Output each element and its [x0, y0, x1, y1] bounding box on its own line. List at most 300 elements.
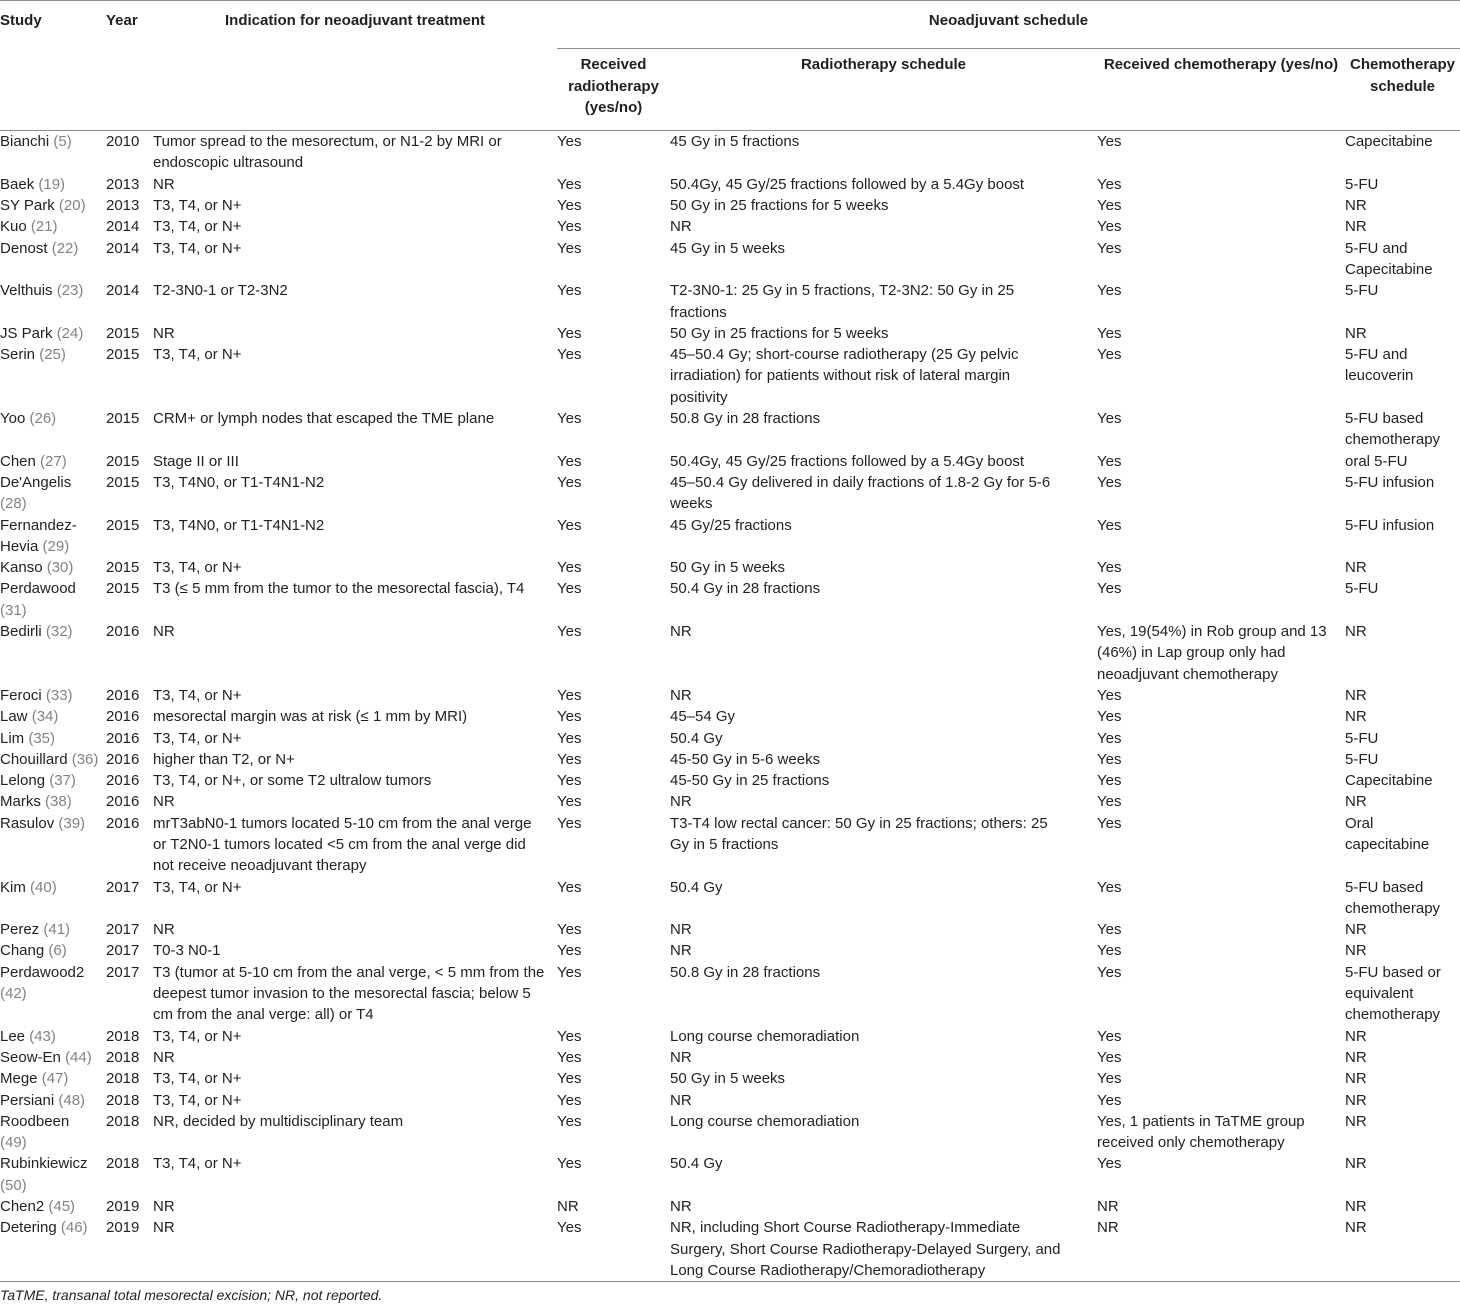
- cell-study: [0, 706, 106, 727]
- cell-chemotherapy-schedule: 5-FU: [1345, 282, 1379, 300]
- study-name: Marks: [0, 793, 41, 811]
- cell-study: [0, 877, 106, 920]
- cell-year: 2016: [106, 814, 140, 832]
- cell-radiotherapy-schedule: T3-T4 low rectal cancer: 50 Gy in 25 fractions; others: 25 Gy in 5 fractions: [670, 814, 1048, 853]
- reference-link[interactable]: (46): [60, 1219, 88, 1237]
- cell-received-radiotherapy: Yes: [557, 750, 582, 768]
- cell-indication: NR: [153, 793, 175, 811]
- cell-radiotherapy-schedule: NR: [670, 1091, 692, 1109]
- reference-link[interactable]: (22): [51, 239, 79, 257]
- cell-indication: NR: [153, 324, 175, 342]
- cell-received-radiotherapy: Yes: [557, 708, 582, 726]
- cell-received-chemotherapy: Yes: [1097, 452, 1122, 470]
- cell-study: [0, 131, 106, 174]
- table-row: [0, 1068, 1460, 1089]
- cell-study: [0, 472, 106, 515]
- cell-radiotherapy-schedule: NR, including Short Course Radiotherapy-Immediate Surgery, Short Course Radiotherapy-Delayed Surgery, and Long Course Radiotherapy/Chemoradiotherapy: [670, 1219, 1061, 1279]
- cell-indication: T3, T4, or N+: [153, 197, 242, 215]
- cell-received-chemotherapy: Yes: [1097, 218, 1122, 236]
- cell-year: 2018: [106, 1070, 140, 1088]
- cell-radiotherapy-schedule: 45–50.4 Gy delivered in daily fractions of 1.8-2 Gy for 5-6 weeks: [670, 473, 1051, 513]
- cell-radiotherapy-schedule: 45 Gy in 5 fractions: [670, 133, 800, 151]
- cell-chemotherapy-schedule: 5-FU: [1345, 175, 1379, 193]
- cell-received-radiotherapy: Yes: [557, 1070, 582, 1088]
- cell-radiotherapy-schedule: NR: [670, 1198, 692, 1216]
- study-name: Fernandez-Hevia: [0, 516, 77, 555]
- cell-received-chemotherapy: Yes: [1097, 772, 1122, 790]
- cell-study: [0, 962, 106, 1026]
- cell-received-radiotherapy: Yes: [557, 197, 582, 215]
- cell-received-chemotherapy: Yes: [1097, 473, 1122, 491]
- table-row: [0, 813, 1460, 877]
- cell-indication: NR, decided by multidisciplinary team: [153, 1112, 404, 1130]
- cell-indication: T3 (tumor at 5-10 cm from the anal verge, < 5 mm from the deepest tumor invasion to the mesorectal fascia; below 5 cm from the anal verge: all) or T4: [153, 963, 545, 1024]
- header-year: Year: [106, 12, 138, 29]
- cell-year: 2013: [106, 175, 140, 193]
- reference-link[interactable]: (45): [48, 1198, 76, 1216]
- cell-radiotherapy-schedule: T2-3N0-1: 25 Gy in 5 fractions, T2-3N2: 50 Gy in 25 fractions: [670, 282, 1015, 321]
- cell-received-radiotherapy: Yes: [557, 346, 582, 364]
- study-name: Lelong: [0, 772, 46, 790]
- cell-received-chemotherapy: Yes: [1097, 1070, 1122, 1088]
- cell-received-chemotherapy: Yes: [1097, 793, 1122, 811]
- cell-indication: T3, T4, or N+: [153, 346, 242, 364]
- study-name: Chang: [0, 942, 45, 960]
- cell-study: [0, 791, 106, 812]
- cell-indication: T3, T4, or N+: [153, 559, 242, 577]
- cell-received-chemotherapy: Yes: [1097, 516, 1122, 534]
- cell-study: [0, 195, 106, 216]
- cell-year: 2015: [106, 580, 140, 598]
- cell-received-chemotherapy: NR: [1097, 1198, 1119, 1216]
- cell-year: 2018: [106, 1155, 140, 1173]
- cell-chemotherapy-schedule: NR: [1345, 1048, 1367, 1066]
- cell-year: 2015: [106, 473, 140, 491]
- table-body: [0, 131, 1460, 1282]
- reference-link[interactable]: (35): [28, 729, 56, 747]
- cell-radiotherapy-schedule: 50.4 Gy: [670, 1155, 723, 1173]
- study-name: Yoo: [0, 410, 26, 428]
- cell-received-radiotherapy: Yes: [557, 772, 582, 790]
- cell-chemotherapy-schedule: NR: [1345, 708, 1367, 726]
- reference-link[interactable]: (50): [0, 1176, 27, 1194]
- cell-chemotherapy-schedule: NR: [1345, 197, 1367, 215]
- cell-received-radiotherapy: Yes: [557, 559, 582, 577]
- cell-indication: T3, T4, or N+: [153, 1070, 242, 1088]
- cell-chemotherapy-schedule: NR: [1345, 623, 1367, 641]
- cell-chemotherapy-schedule: 5-FU based or equivalent chemotherapy: [1345, 963, 1441, 1024]
- cell-radiotherapy-schedule: 50.8 Gy in 28 fractions: [670, 410, 821, 428]
- cell-received-radiotherapy: Yes: [557, 814, 582, 832]
- cell-received-chemotherapy: Yes: [1097, 1027, 1122, 1045]
- study-name: Chen: [0, 452, 36, 470]
- study-name: Persiani: [0, 1091, 55, 1109]
- cell-indication: T3, T4, or N+, or some T2 ultralow tumors: [153, 772, 432, 790]
- table-row: [0, 578, 1460, 621]
- cell-received-chemotherapy: Yes: [1097, 1048, 1122, 1066]
- reference-link[interactable]: (47): [41, 1070, 69, 1088]
- cell-chemotherapy-schedule: 5-FU and leucoverin: [1345, 346, 1414, 385]
- cell-study: [0, 323, 106, 344]
- header-study: Study: [0, 12, 42, 29]
- reference-link[interactable]: (21): [30, 218, 58, 236]
- cell-year: 2017: [106, 942, 140, 960]
- study-name: Kim: [0, 878, 26, 896]
- cell-indication: T3, T4, or N+: [153, 239, 242, 257]
- cell-study: [0, 408, 106, 451]
- cell-radiotherapy-schedule: NR: [670, 686, 692, 704]
- reference-link[interactable]: (27): [40, 452, 67, 470]
- cell-study: [0, 1047, 106, 1068]
- cell-chemotherapy-schedule: 5-FU: [1345, 750, 1379, 768]
- cell-year: 2015: [106, 452, 140, 470]
- cell-study: [0, 1217, 106, 1281]
- study-name: Feroci: [0, 686, 42, 704]
- cell-study: [0, 621, 106, 685]
- cell-received-chemotherapy: Yes: [1097, 559, 1122, 577]
- cell-radiotherapy-schedule: 50 Gy in 5 weeks: [670, 1070, 786, 1088]
- study-name: Bedirli: [0, 623, 42, 641]
- cell-study: [0, 1068, 106, 1089]
- cell-indication: T3, T4N0, or T1-T4N1-N2: [153, 516, 325, 534]
- cell-radiotherapy-schedule: NR: [670, 942, 692, 960]
- cell-chemotherapy-schedule: NR: [1345, 1219, 1367, 1237]
- cell-indication: T3, T4N0, or T1-T4N1-N2: [153, 473, 325, 491]
- reference-link[interactable]: (39): [58, 814, 86, 832]
- table-row: [0, 1047, 1460, 1068]
- cell-received-radiotherapy: Yes: [557, 1219, 582, 1237]
- cell-received-chemotherapy: Yes: [1097, 324, 1122, 342]
- table-row: [0, 685, 1460, 706]
- cell-received-chemotherapy: Yes: [1097, 346, 1122, 364]
- header-received-chemotherapy: Received chemotherapy (yes/no): [1103, 56, 1339, 74]
- cell-radiotherapy-schedule: Long course chemoradiation: [670, 1027, 860, 1045]
- cell-received-chemotherapy: Yes: [1097, 729, 1122, 747]
- table-row: [0, 728, 1460, 749]
- reference-link[interactable]: (44): [65, 1048, 92, 1066]
- study-name: Lim: [0, 729, 25, 747]
- cell-indication: T3 (≤ 5 mm from the tumor to the mesorectal fascia), T4: [153, 580, 525, 598]
- cell-indication: NR: [153, 1048, 175, 1066]
- cell-received-chemotherapy: Yes: [1097, 708, 1122, 726]
- study-name: JS Park: [0, 324, 53, 342]
- cell-indication: T3, T4, or N+: [153, 878, 242, 896]
- cell-received-chemotherapy: Yes: [1097, 580, 1122, 598]
- cell-received-radiotherapy: Yes: [557, 516, 582, 534]
- cell-received-chemotherapy: Yes: [1097, 1091, 1122, 1109]
- reference-link[interactable]: (24): [56, 324, 84, 342]
- table-row: [0, 919, 1460, 940]
- reference-link[interactable]: (42): [0, 985, 27, 1003]
- cell-received-radiotherapy: Yes: [557, 473, 582, 491]
- cell-radiotherapy-schedule: 50.8 Gy in 28 fractions: [670, 963, 821, 981]
- cell-received-radiotherapy: Yes: [557, 686, 582, 704]
- reference-link[interactable]: (43): [29, 1027, 56, 1045]
- cell-chemotherapy-schedule: NR: [1345, 218, 1367, 236]
- cell-study: [0, 1196, 106, 1217]
- cell-radiotherapy-schedule: 50 Gy in 25 fractions for 5 weeks: [670, 324, 889, 342]
- reference-link[interactable]: (48): [58, 1091, 86, 1109]
- cell-year: 2015: [106, 410, 140, 428]
- cell-received-radiotherapy: Yes: [557, 452, 582, 470]
- cell-received-radiotherapy: Yes: [557, 410, 582, 428]
- cell-year: 2014: [106, 218, 140, 236]
- study-name: SY Park: [0, 197, 55, 215]
- reference-link[interactable]: (30): [46, 559, 74, 577]
- reference-link[interactable]: (49): [0, 1134, 27, 1152]
- table-row: [0, 280, 1460, 323]
- reference-link[interactable]: (32): [45, 623, 73, 641]
- cell-indication: CRM+ or lymph nodes that escaped the TME plane: [153, 410, 495, 428]
- cell-chemotherapy-schedule: 5-FU: [1345, 580, 1379, 598]
- study-name: Serin: [0, 346, 36, 364]
- cell-chemotherapy-schedule: Capecitabine: [1345, 133, 1433, 151]
- reference-link[interactable]: (37): [49, 772, 76, 790]
- footnote: TaTME, transanal total mesorectal excision; NR, not reported.: [0, 1287, 383, 1304]
- study-name: Chouillard: [0, 750, 68, 768]
- cell-year: 2015: [106, 324, 140, 342]
- cell-indication: T3, T4, or N+: [153, 1155, 242, 1173]
- cell-year: 2015: [106, 346, 140, 364]
- table-row: [0, 770, 1460, 791]
- cell-year: 2016: [106, 686, 140, 704]
- study-name: Baek: [0, 175, 35, 193]
- reference-link[interactable]: (26): [29, 410, 57, 428]
- cell-chemotherapy-schedule: NR: [1345, 942, 1367, 960]
- cell-received-chemotherapy: Yes: [1097, 921, 1122, 939]
- table-row: [0, 344, 1460, 408]
- cell-year: 2017: [106, 921, 140, 939]
- table-row: [0, 451, 1460, 472]
- cell-received-radiotherapy: Yes: [557, 942, 582, 960]
- header-indication: Indication for neoadjuvant treatment: [224, 12, 486, 29]
- cell-radiotherapy-schedule: NR: [670, 218, 692, 236]
- reference-link[interactable]: (25): [39, 346, 66, 364]
- cell-radiotherapy-schedule: 45 Gy/25 fractions: [670, 516, 792, 534]
- study-name: Rubinkiewicz: [0, 1155, 88, 1173]
- table-row: [0, 749, 1460, 770]
- reference-link[interactable]: (29): [42, 537, 70, 555]
- cell-radiotherapy-schedule: NR: [670, 793, 692, 811]
- cell-chemotherapy-schedule: NR: [1345, 921, 1367, 939]
- footnote-rule: [0, 1281, 1460, 1303]
- cell-received-chemotherapy: Yes: [1097, 197, 1122, 215]
- cell-radiotherapy-schedule: 50.4 Gy: [670, 878, 723, 896]
- cell-year: 2016: [106, 750, 140, 768]
- study-name: Perez: [0, 921, 40, 939]
- cell-received-chemotherapy: Yes: [1097, 963, 1122, 981]
- cell-chemotherapy-schedule: 5-FU and Capecitabine: [1345, 239, 1433, 278]
- cell-radiotherapy-schedule: 45-50 Gy in 5-6 weeks: [670, 750, 821, 768]
- reference-link[interactable]: (28): [0, 495, 27, 513]
- table-row: [0, 216, 1460, 237]
- reference-link[interactable]: (20): [58, 197, 86, 215]
- cell-study: [0, 919, 106, 940]
- cell-received-chemotherapy: Yes: [1097, 133, 1122, 151]
- cell-indication: NR: [153, 921, 175, 939]
- cell-radiotherapy-schedule: 50.4Gy, 45 Gy/25 fractions followed by a 5.4Gy boost: [670, 452, 1025, 470]
- table-row: [0, 408, 1460, 451]
- reference-link[interactable]: (38): [45, 793, 72, 811]
- cell-study: [0, 344, 106, 408]
- cell-chemotherapy-schedule: NR: [1345, 324, 1367, 342]
- cell-received-radiotherapy: Yes: [557, 878, 582, 896]
- cell-radiotherapy-schedule: Long course chemoradiation: [670, 1112, 860, 1130]
- cell-indication: NR: [153, 1219, 175, 1237]
- reference-link[interactable]: (6): [48, 942, 67, 960]
- cell-indication: T3, T4, or N+: [153, 218, 242, 236]
- cell-year: 2018: [106, 1027, 140, 1045]
- cell-received-chemotherapy: Yes: [1097, 750, 1122, 768]
- reference-link[interactable]: (40): [30, 878, 57, 896]
- cell-study: [0, 1111, 106, 1154]
- cell-received-radiotherapy: Yes: [557, 623, 582, 641]
- cell-indication: T0-3 N0-1: [153, 942, 221, 960]
- cell-received-chemotherapy: Yes: [1097, 942, 1122, 960]
- cell-chemotherapy-schedule: oral 5-FU: [1345, 452, 1408, 470]
- cell-received-radiotherapy: Yes: [557, 793, 582, 811]
- study-name: Rasulov: [0, 814, 55, 832]
- table-row: [0, 621, 1460, 685]
- study-name: Bianchi: [0, 133, 50, 151]
- cell-received-chemotherapy: Yes: [1097, 410, 1122, 428]
- cell-received-radiotherapy: Yes: [557, 963, 582, 981]
- reference-link[interactable]: (5): [53, 133, 72, 151]
- table-row: [0, 1111, 1460, 1154]
- cell-chemotherapy-schedule: NR: [1345, 1112, 1367, 1130]
- header-radiotherapy-schedule: Radiotherapy schedule: [800, 56, 967, 74]
- cell-study: [0, 1153, 106, 1196]
- reference-link[interactable]: (41): [43, 921, 71, 939]
- cell-indication: mesorectal margin was at risk (≤ 1 mm by MRI): [153, 708, 468, 726]
- cell-received-chemotherapy: Yes, 19(54%) in Rob group and 13 (46%) in Lap group only had neoadjuvant chemotherapy: [1097, 623, 1327, 683]
- table-row: [0, 1026, 1460, 1047]
- header-received-radiotherapy: Received radiotherapy (yes/no): [568, 56, 659, 116]
- cell-received-radiotherapy: Yes: [557, 580, 582, 598]
- table-row: [0, 174, 1460, 195]
- reference-link[interactable]: (33): [45, 686, 73, 704]
- cell-received-chemotherapy: Yes: [1097, 239, 1122, 257]
- cell-study: [0, 728, 106, 749]
- cell-study: [0, 216, 106, 237]
- header-chemotherapy-schedule: Chemotherapy schedule: [1350, 56, 1456, 95]
- cell-study: [0, 940, 106, 961]
- cell-radiotherapy-schedule: 50.4Gy, 45 Gy/25 fractions followed by a 5.4Gy boost: [670, 175, 1025, 193]
- cell-received-chemotherapy: Yes: [1097, 175, 1122, 193]
- header-row-1: [0, 1, 1460, 49]
- cell-radiotherapy-schedule: 50 Gy in 5 weeks: [670, 559, 786, 577]
- study-name: Perdawood2: [0, 963, 85, 981]
- cell-chemotherapy-schedule: Capecitabine: [1345, 772, 1433, 790]
- cell-radiotherapy-schedule: NR: [670, 623, 692, 641]
- cell-chemotherapy-schedule: NR: [1345, 1091, 1367, 1109]
- cell-received-radiotherapy: Yes: [557, 133, 582, 151]
- cell-received-chemotherapy: Yes: [1097, 814, 1122, 832]
- reference-link[interactable]: (36): [71, 750, 99, 768]
- study-name: Mege: [0, 1070, 38, 1088]
- reference-link[interactable]: (23): [56, 282, 84, 300]
- study-name: Roodbeen: [0, 1112, 70, 1130]
- cell-study: [0, 515, 106, 558]
- cell-indication: higher than T2, or N+: [153, 750, 295, 768]
- cell-radiotherapy-schedule: 50.4 Gy in 28 fractions: [670, 580, 821, 598]
- cell-received-chemotherapy: Yes: [1097, 282, 1122, 300]
- cell-study: [0, 1090, 106, 1111]
- table-row: [0, 1196, 1460, 1217]
- cell-received-radiotherapy: Yes: [557, 1091, 582, 1109]
- table-row: [0, 940, 1460, 961]
- study-name: Detering: [0, 1219, 57, 1237]
- cell-study: [0, 174, 106, 195]
- cell-year: 2017: [106, 963, 140, 981]
- reference-link[interactable]: (31): [0, 601, 27, 619]
- cell-chemotherapy-schedule: NR: [1345, 793, 1367, 811]
- cell-year: 2013: [106, 197, 140, 215]
- cell-chemotherapy-schedule: 5-FU: [1345, 729, 1379, 747]
- study-name: Kuo: [0, 218, 27, 236]
- cell-study: [0, 578, 106, 621]
- cell-study: [0, 1026, 106, 1047]
- cell-year: 2018: [106, 1048, 140, 1066]
- cell-indication: NR: [153, 623, 175, 641]
- cell-year: 2019: [106, 1219, 140, 1237]
- cell-radiotherapy-schedule: 45–50.4 Gy; short-course radiotherapy (25 Gy pelvic irradiation) for patients without risk of lateral margin positivity: [670, 346, 1019, 406]
- table-row: [0, 515, 1460, 558]
- cell-year: 2015: [106, 516, 140, 534]
- reference-link[interactable]: (34): [31, 708, 59, 726]
- cell-chemotherapy-schedule: NR: [1345, 1070, 1367, 1088]
- cell-chemotherapy-schedule: NR: [1345, 1027, 1367, 1045]
- cell-received-radiotherapy: Yes: [557, 729, 582, 747]
- table-row: [0, 1153, 1460, 1196]
- table-row: [0, 323, 1460, 344]
- table-row: [0, 877, 1460, 920]
- cell-received-radiotherapy: Yes: [557, 1155, 582, 1173]
- cell-indication: T3, T4, or N+: [153, 1027, 242, 1045]
- cell-study: [0, 238, 106, 281]
- cell-chemotherapy-schedule: NR: [1345, 1155, 1367, 1173]
- table-row: [0, 557, 1460, 578]
- cell-study: [0, 813, 106, 877]
- cell-received-radiotherapy: Yes: [557, 175, 582, 193]
- cell-study: [0, 685, 106, 706]
- cell-received-radiotherapy: Yes: [557, 1027, 582, 1045]
- cell-year: 2016: [106, 623, 140, 641]
- table-row: [0, 472, 1460, 515]
- cell-received-radiotherapy: NR: [557, 1198, 579, 1216]
- study-name: Perdawood: [0, 580, 76, 598]
- study-name: Lee: [0, 1027, 26, 1045]
- cell-received-chemotherapy: NR: [1097, 1219, 1119, 1237]
- cell-received-radiotherapy: Yes: [557, 282, 582, 300]
- table-row: [0, 1217, 1460, 1281]
- cell-study: [0, 280, 106, 323]
- cell-received-chemotherapy: Yes, 1 patients in TaTME group received only chemotherapy: [1097, 1112, 1305, 1152]
- table-row: [0, 1090, 1460, 1111]
- table-row: [0, 791, 1460, 812]
- cell-radiotherapy-schedule: NR: [670, 921, 692, 939]
- cell-chemotherapy-schedule: 5-FU infusion: [1345, 516, 1435, 534]
- table-row: [0, 238, 1460, 281]
- study-name: Law: [0, 708, 28, 726]
- cell-indication: NR: [153, 175, 175, 193]
- cell-indication: T3, T4, or N+: [153, 1091, 242, 1109]
- reference-link[interactable]: (19): [38, 175, 66, 193]
- cell-year: 2015: [106, 559, 140, 577]
- cell-study: [0, 451, 106, 472]
- cell-chemotherapy-schedule: NR: [1345, 1198, 1367, 1216]
- cell-received-radiotherapy: Yes: [557, 1112, 582, 1130]
